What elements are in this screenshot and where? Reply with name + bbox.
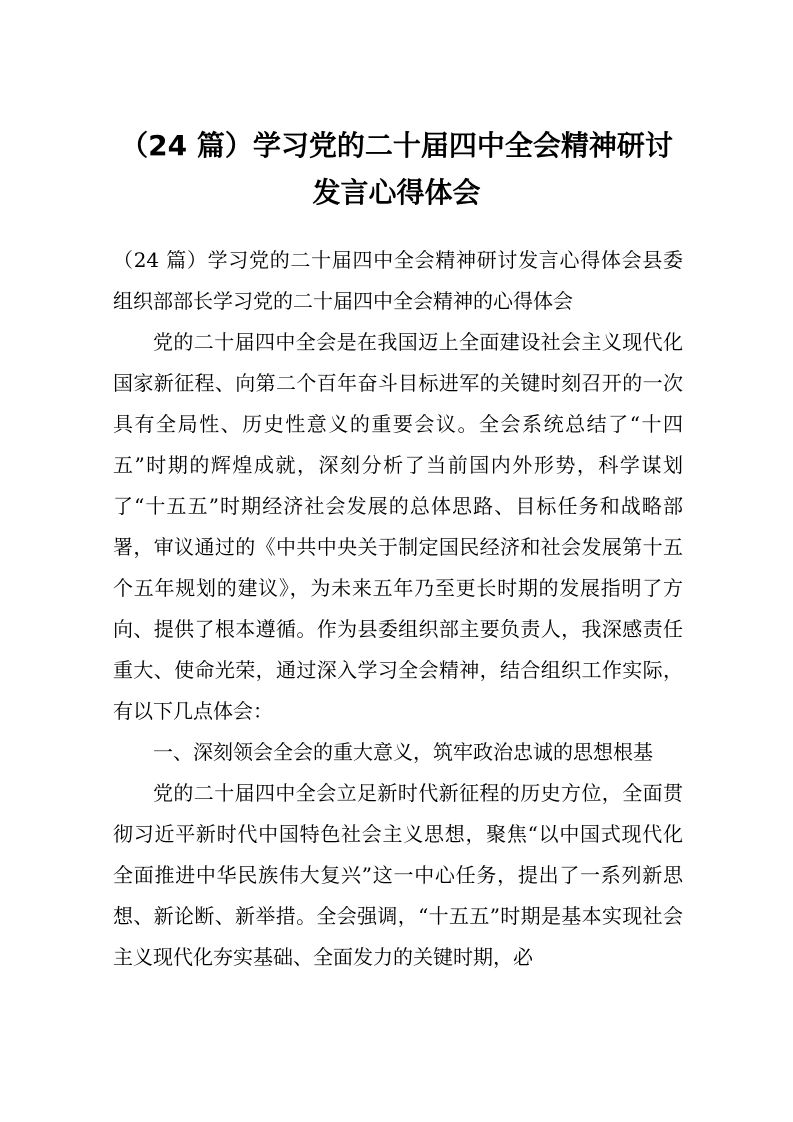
document-body: [113, 240, 683, 978]
intro-paragraph: （24 篇）学习党的二十届四中全会精神研讨发言心得体会县委组织部部长学习党的二十届四中全会精神的心得体会: [113, 248, 683, 313]
section-heading: 一、深刻领会全会的重大意义，筑牢政治忠诚的思想根基: [153, 740, 653, 764]
document-title-line-2: 发言心得体会: [312, 176, 481, 209]
body-paragraph: 党的二十届四中全会立足新时代新征程的历史方位，全面贯彻习近平新时代中国特色社会主义思想，聚焦“以中国式现代化全面推进中华民族伟大复兴”这一中心任务，提出了一系列新思想、新论断、新举措。全会强调，“十五五”时期是基本实现社会主义现代化夯实基础、全面发力的关键时期，必: [113, 781, 683, 969]
document-title-line-1: （24 篇）学习党的二十届四中全会精神研讨: [120, 129, 673, 162]
body-paragraph: 党的二十届四中全会是在我国迈上全面建设社会主义现代化国家新征程、向第二个百年奋斗目标进军的关键时刻召开的一次具有全局性、历史性意义的重要会议。全会系统总结了“十四五”时期的辉煌成就，深刻分析了当前国内外形势，科学谋划了“十五五”时期经济社会发展的总体思路、目标任务和战略部署，审议通过的《中共中央关于制定国民经济和社会发展第十五个五年规划的建议》，为未来五年乃至更长时期的发展指明了方向、提供了根本遵循。作为县委组织部主要负责人，我深感责任重大、使命光荣，通过深入学习全会精神，结合组织工作实际，有以下几点体会：: [113, 330, 683, 723]
